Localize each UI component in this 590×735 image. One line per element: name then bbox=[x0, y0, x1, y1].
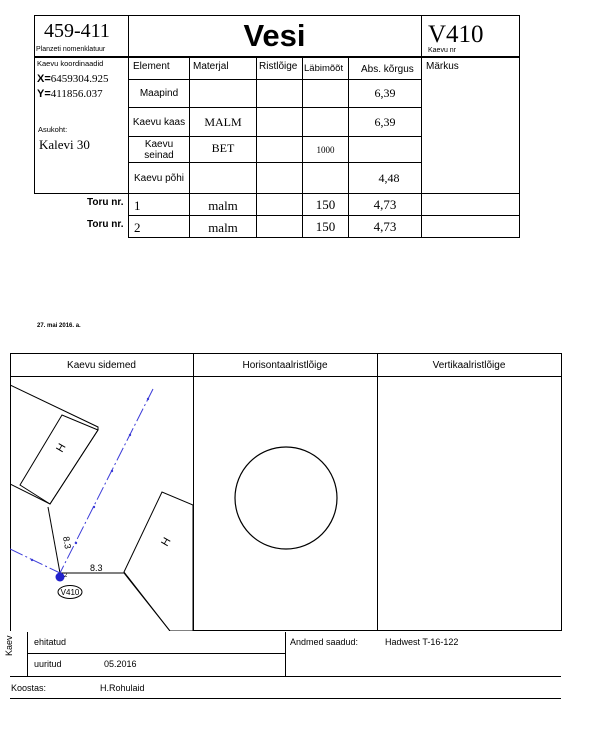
coord-y-value: 411856.037 bbox=[50, 88, 103, 100]
coord-x bbox=[37, 73, 109, 85]
well-number-label: Kaevu nr bbox=[428, 47, 457, 54]
author-label: Koostas: bbox=[11, 683, 47, 693]
footer-side-label: Kaev bbox=[4, 635, 14, 656]
pipe-height: 4,73 bbox=[373, 218, 397, 234]
dimension-label: 8.3 bbox=[61, 535, 74, 550]
author-value: H.Rohulaid bbox=[100, 683, 145, 693]
row-diameter: 1000 bbox=[316, 144, 335, 155]
col-header-abs-height: Abs. kõrgus bbox=[361, 64, 414, 75]
pipe-number: 1 bbox=[134, 198, 141, 213]
row-element: Kaevu seinad bbox=[144, 138, 174, 161]
building-label: H bbox=[54, 441, 69, 455]
source-value: Hadwest T-16-122 bbox=[385, 637, 459, 647]
building-label: H bbox=[159, 535, 174, 549]
document-date: 27. mai 2016. a. bbox=[37, 323, 81, 329]
horizontal-section-drawing bbox=[193, 377, 377, 630]
panel-title-vertical-section: Vertikaalristlõige bbox=[432, 359, 506, 371]
location-label: Asukoht: bbox=[38, 125, 68, 134]
pipe-material: malm bbox=[208, 198, 238, 213]
coords-label: Kaevu koordinaadid bbox=[37, 59, 104, 68]
panel-title-connections: Kaevu sidemed bbox=[67, 359, 136, 371]
map-nomenclature: 459-411 bbox=[44, 20, 110, 42]
well-tag-label: V410 bbox=[60, 588, 80, 597]
connections-sketch bbox=[10, 377, 193, 631]
pipe-label: Toru nr. bbox=[87, 197, 124, 208]
building-outline bbox=[124, 492, 193, 631]
pipe-arrow-marker bbox=[129, 434, 131, 436]
row-height: 6,39 bbox=[374, 114, 396, 129]
pipe-diameter: 150 bbox=[315, 218, 336, 234]
building-outline bbox=[10, 385, 98, 504]
node-number: 2 bbox=[64, 573, 68, 579]
pipe-arrow-marker bbox=[31, 559, 33, 561]
property-line bbox=[60, 573, 170, 631]
measured-label: uuritud bbox=[34, 659, 62, 669]
col-header-material: Materjal bbox=[193, 61, 229, 72]
water-pipe-line bbox=[10, 549, 60, 573]
well-cross-section-circle bbox=[235, 447, 337, 549]
pipe-arrow-marker bbox=[93, 506, 95, 508]
coord-x-label: X= bbox=[37, 73, 51, 85]
location-value: Kalevi 30 bbox=[39, 137, 90, 152]
row-material: MALM bbox=[204, 114, 242, 129]
map-nomenclature-label: Planzeti nomenklatuur bbox=[36, 46, 106, 53]
dimension-label: 8.3 bbox=[90, 563, 103, 573]
water-pipe-line bbox=[60, 389, 153, 573]
row-element: Kaevu kaas bbox=[132, 116, 186, 128]
row-material: BET bbox=[211, 140, 235, 155]
col-header-element: Element bbox=[133, 61, 170, 72]
col-header-diameter: Läbimõõt bbox=[304, 63, 344, 74]
coord-y-label: Y= bbox=[37, 88, 51, 100]
pipe-height: 4,73 bbox=[373, 196, 397, 212]
panel-title-horizontal-section: Horisontaalristlõige bbox=[242, 359, 328, 371]
coord-y bbox=[37, 88, 103, 100]
property-line bbox=[48, 507, 60, 573]
coord-x-value: 6459304.925 bbox=[50, 73, 109, 85]
pipe-arrow-marker bbox=[111, 470, 113, 472]
row-height: 4,48 bbox=[378, 170, 400, 185]
row-element: Kaevu põhi bbox=[133, 172, 185, 184]
network-title: Vesi bbox=[243, 17, 306, 53]
row-height: 6,39 bbox=[374, 86, 396, 100]
source-label: Andmed saadud: bbox=[290, 637, 359, 647]
well-number: V410 bbox=[428, 21, 484, 48]
pipe-material: malm bbox=[208, 220, 238, 235]
col-header-cross-section: Ristlõige bbox=[259, 61, 298, 72]
building-outline bbox=[20, 415, 98, 504]
pipe-number: 2 bbox=[134, 220, 141, 235]
col-header-remarks: Märkus bbox=[426, 61, 459, 72]
measured-value: 05.2016 bbox=[104, 659, 137, 669]
pipe-arrow-marker bbox=[147, 398, 149, 400]
pipe-label: Toru nr. bbox=[87, 219, 124, 230]
row-element: Maapind bbox=[139, 88, 179, 99]
pipe-arrow-marker bbox=[75, 542, 77, 544]
built-label: ehitatud bbox=[34, 637, 67, 647]
pipe-diameter: 150 bbox=[315, 196, 336, 212]
